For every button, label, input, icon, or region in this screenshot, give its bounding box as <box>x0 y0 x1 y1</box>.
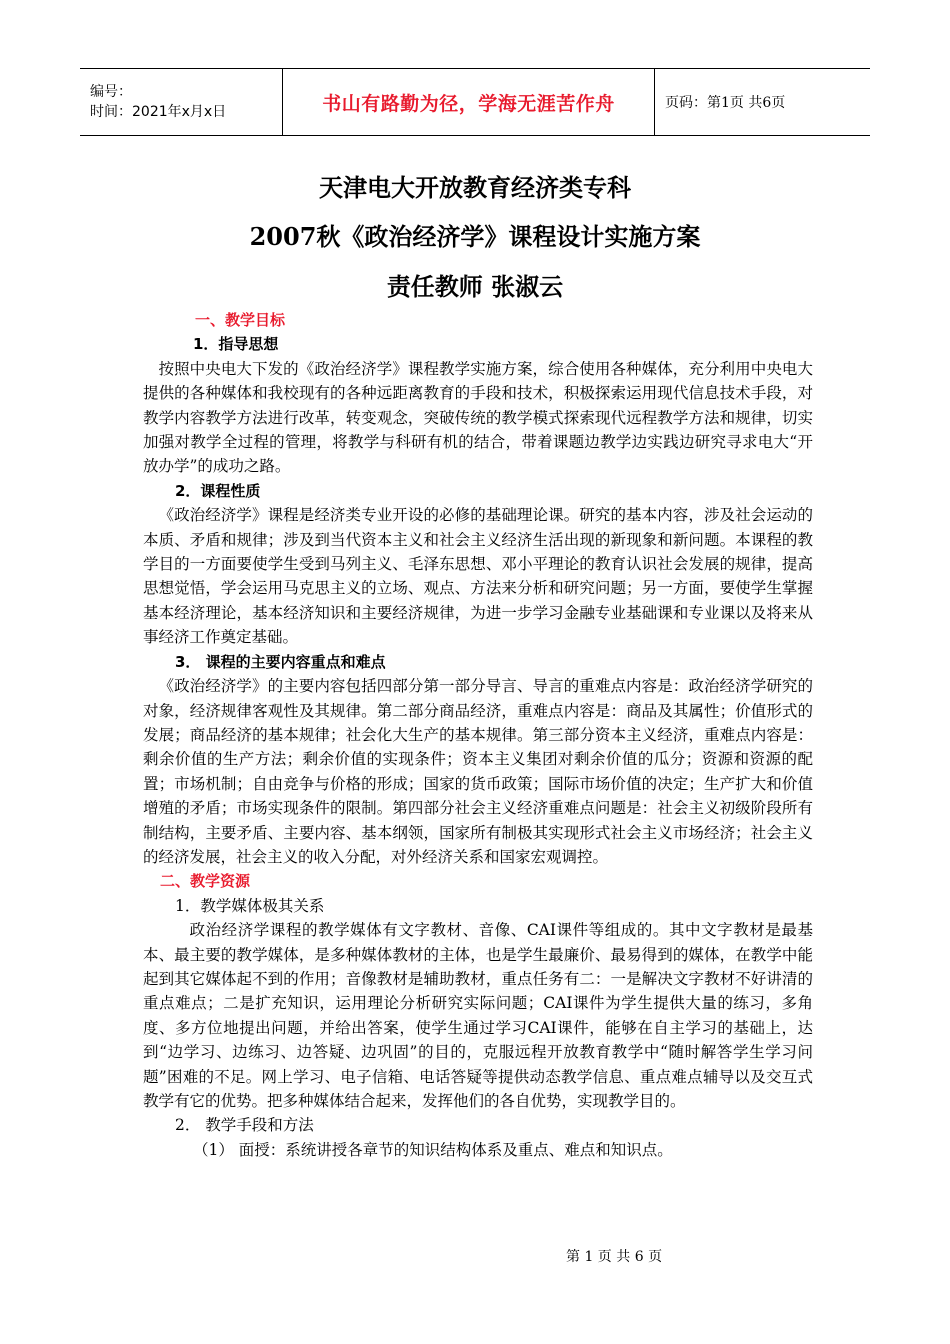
title-line-3: 责任教师 张淑云 <box>386 272 564 301</box>
header-motto: 书山有路勤为径，学海无涯苦作舟 <box>282 69 655 135</box>
document-number-label: 编号： <box>90 84 132 100</box>
paragraph-guiding-ideology: 按照中央电大下发的《政治经济学》课程教学实施方案，综合使用各种媒体，充分利用中央电大提供的各种媒体和我校现有的各种远距离教育的手段和技术，积极探索运用现代信息技术手段，对教学内容教学方法进行改革，转变观念，突破传统的教学模式探索现代远程教学方法和规律，切实加强对教学全过程的管理，将教学与科研有机的结合，带着课题边教学边实践边研究寻求电大“开放办学”的成功之路。 <box>143 359 813 476</box>
page-header <box>80 68 870 136</box>
section-heading-teaching-resources: 二、教学资源 <box>160 872 251 891</box>
paragraph-course-content: 《政治经济学》的主要内容包括四部分第一部分导言、导言的重难点内容是：政治经济学研究的对象，经济规律客观性及其规律。第二部分商品经济，重难点内容是：商品及其属性；价值形式的发展；商品经济的基本规律；社会化大生产的基本规律。第三部分资本主义经济，重难点内容是：剩余价值的生产方法；剩余价值的实现条件；资本主义集团对剩余价值的瓜分；资源和资源的配置；市场机制；自由竞争与价格的形成；国家的货币政策；国际市场价值的决定；生产扩大和价值增殖的矛盾；市场实现条件的限制。第四部分社会主义经济重难点问题是：社会主义初级阶段所有制结构，主要矛盾、主要内容、基本纲领，国家所有制极其实现形式社会主义市场经济；社会主义的经济发展，社会主义的收入分配，对外经济关系和国家宏观调控。 <box>143 677 813 866</box>
title-line-1: 天津电大开放教育经济类专科 <box>319 173 631 202</box>
subheading-guiding-ideology: 1．指导思想 <box>193 335 279 354</box>
section-heading-teaching-goals: 一、教学目标 <box>195 311 286 329</box>
subheading-teaching-methods: 2． 教学手段和方法 <box>175 1116 314 1135</box>
document-body <box>143 308 813 1162</box>
subheading-course-nature: 2．课程性质 <box>175 481 261 500</box>
title-line-2: 2007秋《政治经济学》课程设计实施方案 <box>249 222 701 251</box>
page-footer: 第 1 页 共 6 页 <box>566 1249 663 1265</box>
paragraph-teaching-media: 政治经济学课程的教学媒体有文字教材、音像、CAI课件等组成的。其中文字教材是最基本、最主要的教学媒体，是多种媒体教材的主体，也是学生最廉价、最易得到的媒体，在教学中能起到其它媒体起不到的作用；音像教材是辅助教材，重点任务有二：一是解决文字教材不好讲清的重点难点；二是扩充知识，运用理论分析研究实际问题；CAI课件为学生提供大量的练习，多角度、多方位地提出问题，并给出答案，使学生通过学习CAI课件，能够在自主学习的基础上，达到“边学习、边练习、边答疑、边巩固”的目的，克服远程开放教育教学中“随时解答学生学习问题”困难的不足。网上学习、电子信箱、电话答疑等提供动态教学信息、重点难点辅导以及交互式教学有它的优势。把多种媒体结合起来，发挥他们的各自优势，实现教学目的。 <box>143 921 813 1110</box>
subheading-teaching-media: 1．教学媒体极其关系 <box>175 896 325 915</box>
header-left-cell <box>80 69 282 135</box>
subheading-course-content: 3． 课程的主要内容重点和难点 <box>175 652 386 671</box>
list-item-face-teaching: （1） 面授：系统讲授各章节的知识结构体系及重点、难点和知识点。 <box>193 1140 673 1159</box>
paragraph-course-nature: 《政治经济学》课程是经济类专业开设的必修的基础理论课。研究的基本内容，涉及社会运动的本质、矛盾和规律；涉及到当代资本主义和社会主义经济生活出现的新现象和新问题。本课程的教学目的一方面要使学生受到马列主义、毛泽东思想、邓小平理论的教育认识社会发展的规律，提高思想觉悟，学会运用马克思主义的立场、观点、方法来分析和研究问题；另一方面，要使学生掌握基本经济理论，基本经济知识和主要经济规律，为进一步学习金融专业基础课和专业课以及将来从事经济工作奠定基础。 <box>143 506 813 647</box>
document-time-label: 时间：2021年x月x日 <box>90 104 227 120</box>
header-page-info: 页码：第1页 共6页 <box>665 95 786 111</box>
